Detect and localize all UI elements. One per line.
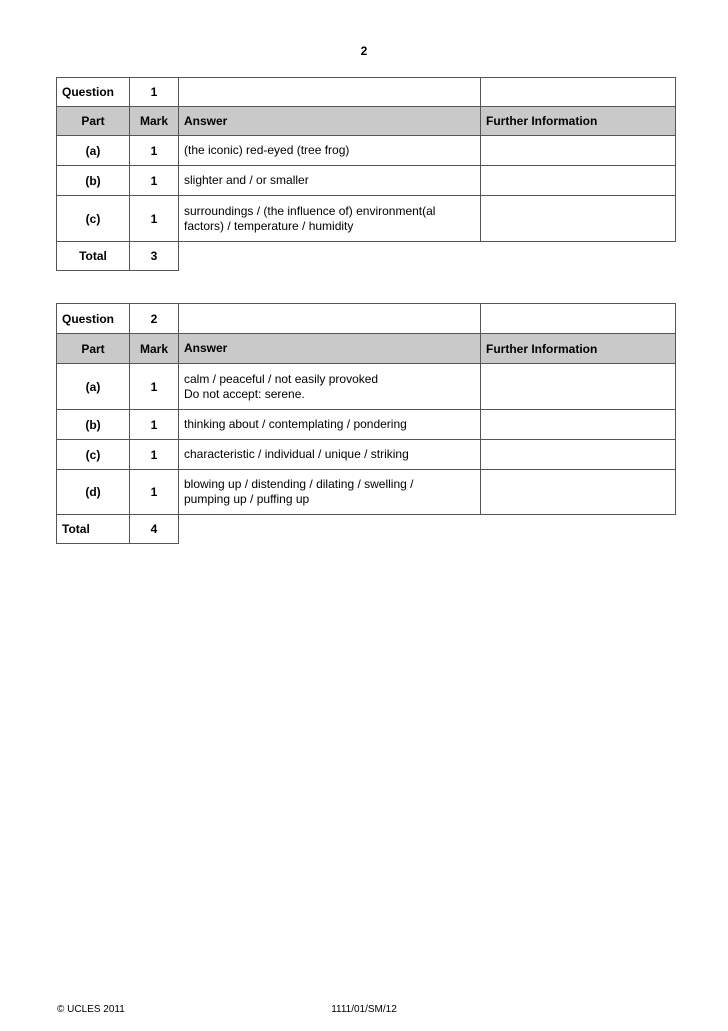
page-number: 2 [360,44,368,58]
table-row [57,410,676,440]
info-cell [481,470,676,515]
total-row [57,242,676,271]
question-number: 2 [130,304,179,334]
table-row [57,166,676,196]
mark-cell: 1 [130,136,179,166]
answer-cell [179,364,481,410]
part-cell: (c) [57,196,130,242]
document-code-footer: 1111/01/SM/12 [331,1004,397,1015]
info-cell [481,440,676,470]
answer-line: thinking about / contemplating / pondering [184,417,407,431]
mark-cell: 1 [130,166,179,196]
part-cell: (b) [57,166,130,196]
answer-cell [179,136,481,166]
total-row [57,515,676,544]
question-label: Question [57,78,130,107]
mark-header: Mark [130,107,179,136]
question-header-row [57,304,676,334]
answer-line: (the iconic) red-eyed (tree frog) [184,143,350,157]
column-header-row [57,334,676,364]
info-cell [481,196,676,242]
info-cell [481,166,676,196]
answer-header: Answer [179,334,481,364]
answer-line: slighter and / or smaller [184,173,309,187]
table-row [57,136,676,166]
mark-cell: 1 [130,196,179,242]
answer-cell [179,410,481,440]
answer-line: Do not accept: serene. [184,386,305,401]
answer-line: characteristic / individual / unique / striking [184,447,409,461]
mark-cell: 1 [130,440,179,470]
question-header-row [57,78,676,107]
answer-cell [179,166,481,196]
question-2-table [56,303,676,544]
part-cell: (a) [57,364,130,410]
question-number: 1 [130,78,179,107]
part-cell: (a) [57,136,130,166]
total-value: 4 [130,515,179,544]
answer-line: surroundings / (the influence of) environment(al [184,203,436,218]
answer-line: pumping up / puffing up [184,492,310,506]
answer-line: blowing up / distending / dilating / swelling / [184,477,414,491]
column-header-row [57,107,676,136]
table-row [57,364,676,410]
mark-header: Mark [130,334,179,364]
part-cell: (b) [57,410,130,440]
info-cell [481,410,676,440]
info-cell [481,136,676,166]
table-row [57,440,676,470]
answer-cell [179,440,481,470]
info-header: Further Information [481,107,676,136]
answer-cell [179,196,481,242]
total-label: Total [57,242,130,271]
mark-cell: 1 [130,470,179,515]
answer-line: calm / peaceful / not easily provoked [184,371,379,386]
mark-cell: 1 [130,410,179,440]
table-row [57,470,676,515]
answer-line: factors) / temperature / humidity [184,218,354,233]
info-header: Further Information [481,334,676,364]
part-cell: (d) [57,470,130,515]
part-cell: (c) [57,440,130,470]
question-1-table [56,77,676,271]
mark-cell: 1 [130,364,179,410]
answer-cell [179,470,481,515]
total-value: 3 [130,242,179,271]
part-header: Part [57,334,130,364]
copyright-footer: © UCLES 2011 [57,1004,125,1015]
table-row [57,196,676,242]
part-header: Part [57,107,130,136]
question-label: Question [57,304,130,334]
answer-header: Answer [179,107,481,136]
total-label: Total [57,515,130,544]
info-cell [481,364,676,410]
